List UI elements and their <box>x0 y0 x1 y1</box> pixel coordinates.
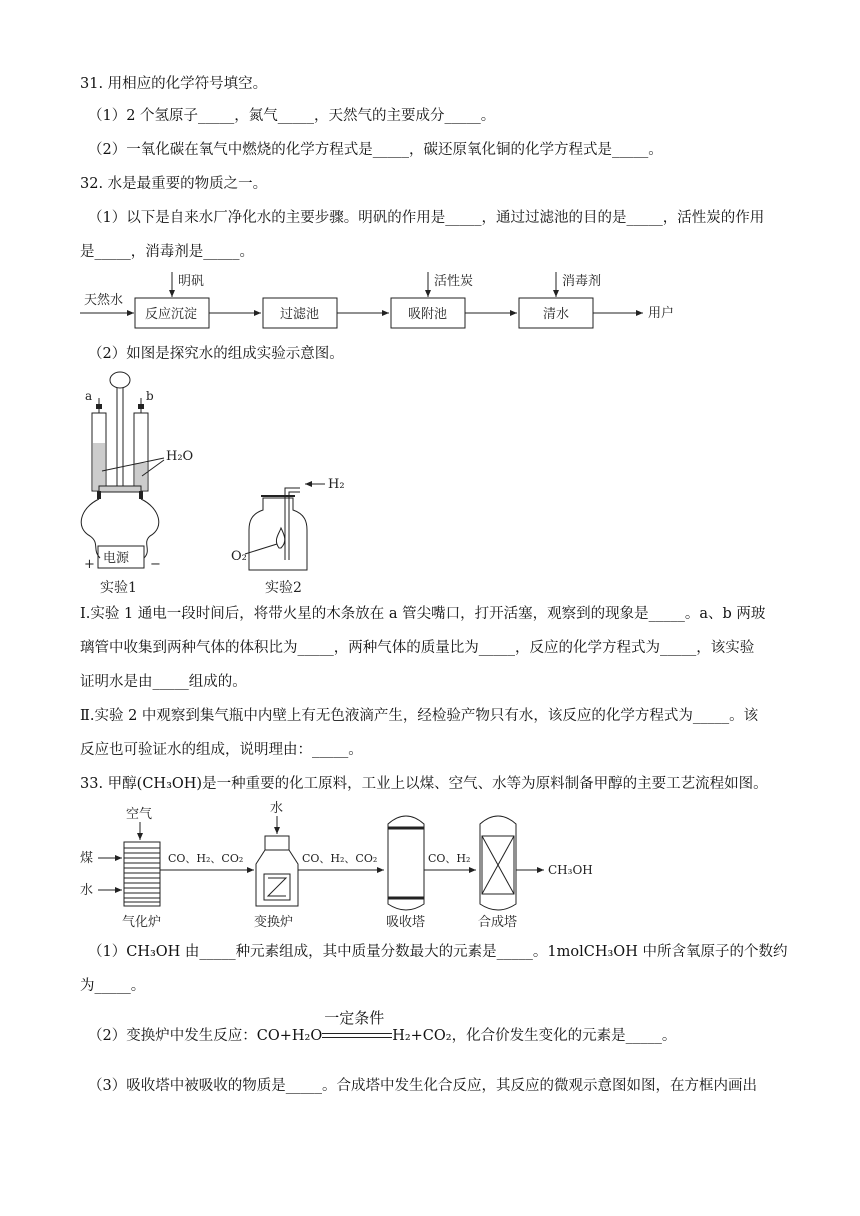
water-label: H₂O <box>166 449 194 464</box>
q32-part2: （2）如图是探究水的组成实验示意图。 <box>88 346 344 362</box>
q33-part1-line2: 为_____。 <box>80 978 146 994</box>
exp1-caption: 实验1 <box>100 580 137 596</box>
flow-add1-label: 明矾 <box>178 274 205 289</box>
q32-part1-line2: 是_____，消毒剂是_____。 <box>80 244 254 260</box>
plus-sign: + <box>84 557 95 572</box>
q32-part1-line1: （1）以下是自来水厂净化水的主要步骤。明矾的作用是_____，通过过滤池的目的是_____，活性炭的作用 <box>88 210 765 226</box>
q33-part2-post: H₂+CO₂，化合价发生变化的元素是_____。 <box>392 1028 677 1044</box>
q33-title: 33. 甲醇(CH₃OH)是一种重要的化工原料，工业上以煤、空气、水等为原料制备甲醇的主要工艺流程如图。 <box>80 776 768 792</box>
gas2-label: CO、H₂、CO₂ <box>302 852 378 865</box>
unit-gasifier-label: 气化炉 <box>122 915 162 930</box>
q31-title: 31. 用相应的化学符号填空。 <box>80 76 268 92</box>
absorption-tower <box>388 816 424 910</box>
o2-label: O₂ <box>231 549 247 564</box>
gas1-label: CO、H₂、CO₂ <box>168 852 244 865</box>
reaction-condition-text: 一定条件 <box>324 1009 385 1027</box>
unit-shift-label: 变换炉 <box>254 915 294 930</box>
q32-ii-line1: Ⅱ.实验 2 中观察到集气瓶中内壁上有无色液滴产生，经检验产物只有水，该反应的化学方程式为_____。该 <box>80 708 759 724</box>
power-label: 电源 <box>103 551 130 566</box>
q32-ii-line2: 反应也可验证水的组成，说明理由：_____。 <box>80 742 363 758</box>
q32-title: 32. 水是最重要的物质之一。 <box>80 176 268 192</box>
hydrogen-combustion-apparatus <box>225 470 355 598</box>
q31-part1: （1）2 个氢原子_____，氮气_____，天然气的主要成分_____。 <box>88 108 496 124</box>
water-purification-flowchart <box>78 268 718 338</box>
q32-i-line2: 璃管中收集到两种气体的体积比为_____，两种气体的质量比为_____，反应的化学方程式为_____，该实验 <box>80 640 755 656</box>
flow-add2-label: 活性炭 <box>434 274 474 289</box>
q31-part2: （2）一氧化碳在氧气中燃烧的化学方程式是_____，碳还原氧化铜的化学方程式是_____。 <box>88 142 663 158</box>
air-label: 空气 <box>126 807 153 822</box>
q32-i-line3: 证明水是由_____组成的。 <box>80 674 247 690</box>
reaction-condition <box>322 1009 392 1046</box>
unit-absorb-label: 吸收塔 <box>386 915 426 930</box>
electrolysis-apparatus <box>70 368 220 598</box>
flow-box2-label: 过滤池 <box>280 307 320 322</box>
flow-output-label: 用户 <box>648 306 675 321</box>
flow-add3-label: 消毒剂 <box>562 274 602 289</box>
product-label: CH₃OH <box>548 863 593 877</box>
minus-sign: − <box>150 557 161 572</box>
flow-input-label: 天然水 <box>84 293 124 308</box>
tube-b-label: b <box>146 389 154 403</box>
water-in-label: 水 <box>80 883 94 898</box>
flame-icon <box>276 528 284 548</box>
flow-box4-label: 清水 <box>543 307 570 322</box>
water-top-label: 水 <box>270 801 284 816</box>
unit-synth-label: 合成塔 <box>478 915 518 930</box>
h2-label: H₂ <box>328 477 345 492</box>
flow-box3-label: 吸附池 <box>408 307 448 322</box>
gasifier <box>124 842 160 906</box>
flow-box1-label: 反应沉淀 <box>145 307 198 322</box>
synthesis-tower <box>480 816 516 910</box>
coal-label: 煤 <box>80 851 94 866</box>
gas3-label: CO、H₂ <box>428 852 471 865</box>
q33-part1-line1: （1）CH₃OH 由_____种元素组成，其中质量分数最大的元素是_____。1molCH₃OH 中所含氧原子的个数约 <box>88 944 788 960</box>
q33-part2-pre: （2）变换炉中发生反应：CO+H₂O <box>88 1028 323 1044</box>
q33-part3: （3）吸收塔中被吸收的物质是_____。合成塔中发生化合反应，其反应的微观示意图如图，在方框内画出 <box>88 1078 757 1094</box>
exp2-caption: 实验2 <box>265 580 302 596</box>
q33-part2 <box>88 1009 677 1046</box>
tube-a-label: a <box>85 389 93 403</box>
methanol-process-flowchart <box>78 798 618 934</box>
q32-i-line1: Ⅰ.实验 1 通电一段时间后，将带火星的木条放在 a 管尖嘴口，打开活塞，观察到的现象是_____。a、b 两玻 <box>80 606 766 622</box>
